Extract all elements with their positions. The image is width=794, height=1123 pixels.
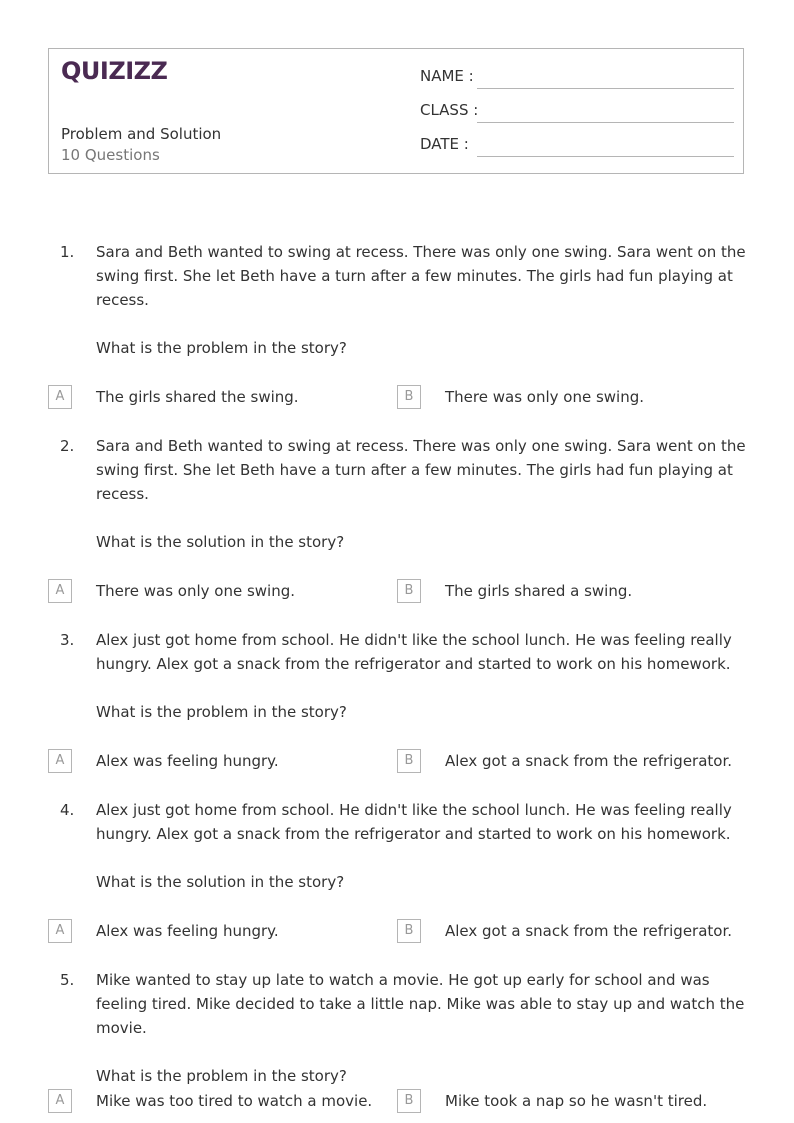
option-text: The girls shared a swing. xyxy=(445,582,633,600)
question-body xyxy=(96,628,748,724)
question-number: 1. xyxy=(60,243,75,261)
class-line xyxy=(477,122,734,123)
question-story: Alex just got home from school. He didn't like the school lunch. He was feeling really hungry. Alex got a snack from the refrigerator and started to work on his homework. xyxy=(96,631,732,673)
question-number: 3. xyxy=(60,631,75,649)
option-letter-box[interactable]: B xyxy=(397,385,421,409)
option-text: Alex was feeling hungry. xyxy=(96,922,279,940)
option-letter-box[interactable]: B xyxy=(397,749,421,773)
question-prompt: What is the problem in the story? xyxy=(96,339,347,357)
name-line xyxy=(477,88,734,89)
option-letter-box[interactable]: A xyxy=(48,579,72,603)
question-story: Sara and Beth wanted to swing at recess. There was only one swing. Sara went on the swing first. She let Beth have a turn after a few minutes. The girls had fun playing at recess. xyxy=(96,437,746,503)
question-body xyxy=(96,434,748,554)
question-story: Alex just got home from school. He didn't like the school lunch. He was feeling really hungry. Alex got a snack from the refrigerator and started to work on his homework. xyxy=(96,801,732,843)
quizizz-logo: QUIZIZZ xyxy=(61,57,168,85)
class-label: CLASS : xyxy=(420,101,479,119)
option-text: Mike was too tired to watch a movie. xyxy=(96,1092,373,1110)
option-letter-box[interactable]: A xyxy=(48,749,72,773)
name-label: NAME : xyxy=(420,67,474,85)
option-text: Mike took a nap so he wasn't tired. xyxy=(445,1092,708,1110)
option-letter-box[interactable]: B xyxy=(397,1089,421,1113)
date-label: DATE : xyxy=(420,135,469,153)
date-line xyxy=(477,156,734,157)
option-letter-box[interactable]: A xyxy=(48,1089,72,1113)
option-letter-box[interactable]: A xyxy=(48,919,72,943)
date-field[interactable] xyxy=(420,135,734,159)
question-body xyxy=(96,240,748,360)
option-text: Alex got a snack from the refrigerator. xyxy=(445,752,733,770)
question-body xyxy=(96,798,748,894)
question-count: 10 Questions xyxy=(61,146,160,164)
option-text: There was only one swing. xyxy=(445,388,644,406)
worksheet-title: Problem and Solution xyxy=(61,125,222,143)
worksheet-header xyxy=(48,48,744,174)
question-prompt: What is the problem in the story? xyxy=(96,703,347,721)
question-number: 4. xyxy=(60,801,75,819)
question-prompt: What is the solution in the story? xyxy=(96,533,345,551)
option-text: Alex got a snack from the refrigerator. xyxy=(445,922,733,940)
option-letter-box[interactable]: A xyxy=(48,385,72,409)
option-text: There was only one swing. xyxy=(96,582,295,600)
name-field[interactable] xyxy=(420,67,734,91)
option-letter-box[interactable]: B xyxy=(397,919,421,943)
option-text: The girls shared the swing. xyxy=(96,388,299,406)
question-prompt: What is the problem in the story? xyxy=(96,1067,347,1085)
question-number: 5. xyxy=(60,971,75,989)
question-story: Sara and Beth wanted to swing at recess. There was only one swing. Sara went on the swing first. She let Beth have a turn after a few minutes. The girls had fun playing at recess. xyxy=(96,243,746,309)
question-number: 2. xyxy=(60,437,75,455)
question-body xyxy=(96,968,748,1088)
option-letter-box[interactable]: B xyxy=(397,579,421,603)
class-field[interactable] xyxy=(420,101,734,125)
option-text: Alex was feeling hungry. xyxy=(96,752,279,770)
question-prompt: What is the solution in the story? xyxy=(96,873,345,891)
question-story: Mike wanted to stay up late to watch a movie. He got up early for school and was feeling tired. Mike decided to take a little nap. Mike was able to stay up and watch the movie. xyxy=(96,971,745,1037)
